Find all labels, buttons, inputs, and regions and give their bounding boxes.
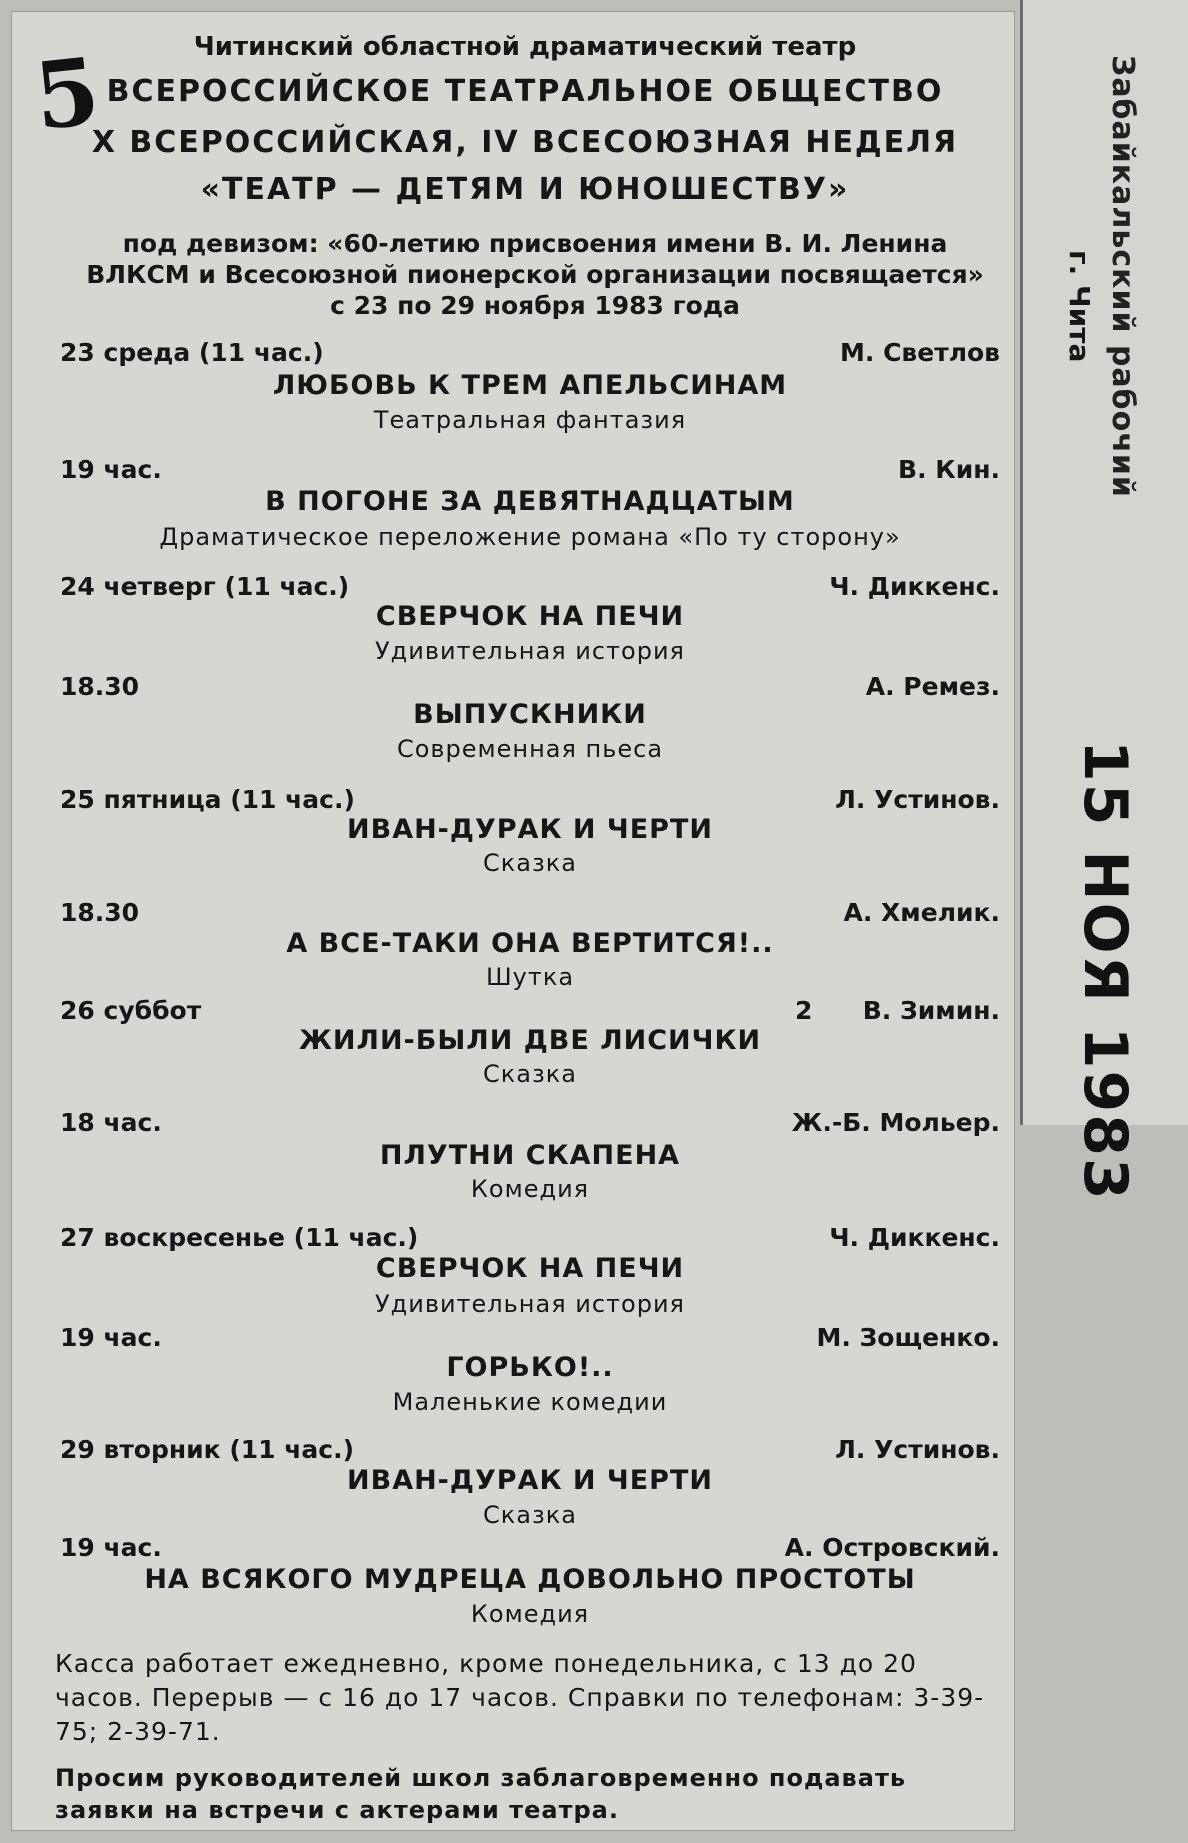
event-day: 19 час. xyxy=(60,1533,162,1562)
event-title: ЛЮБОВЬ К ТРЕМ АПЕЛЬСИНАМ xyxy=(272,370,788,401)
event-row xyxy=(60,1435,1000,1467)
motto-line-3: с 23 по 29 ноября 1983 года xyxy=(330,291,740,320)
event-day: 29 вторник (11 час.) xyxy=(60,1435,355,1464)
society-name: ВСЕРОССИЙСКОЕ ТЕАТРАЛЬНОЕ ОБЩЕСТВО xyxy=(106,74,944,109)
event-author: А. Хмелик. xyxy=(843,898,1000,927)
event-stray-mark: 2 xyxy=(795,996,813,1025)
event-genre: Сказка xyxy=(483,1060,577,1088)
event-author: В. Зимин. xyxy=(862,996,1000,1025)
event-row xyxy=(60,572,1000,604)
motto-line-2: ВЛКСМ и Всесоюзной пионерской организации посвящается» xyxy=(86,260,984,289)
event-author: Л. Устинов. xyxy=(835,785,1000,814)
newspaper-city: г. Чита xyxy=(1063,250,1096,363)
event-title: НА ВСЯКОГО МУДРЕЦА ДОВОЛЬНО ПРОСТОТЫ xyxy=(144,1564,916,1595)
event-title: ПЛУТНИ СКАПЕНА xyxy=(379,1140,681,1171)
event-title: ИВАН-ДУРАК И ЧЕРТИ xyxy=(347,1465,713,1496)
event-author: А. Ремез. xyxy=(865,672,1000,701)
event-title: СВЕРЧОК НА ПЕЧИ xyxy=(375,601,685,632)
event-row xyxy=(60,455,1000,487)
event-row xyxy=(60,1223,1000,1255)
week-name: X ВСЕРОССИЙСКАЯ, IV ВСЕСОЮЗНАЯ НЕДЕЛЯ xyxy=(91,125,959,160)
event-row xyxy=(60,338,1000,370)
event-row xyxy=(60,996,1000,1028)
event-title: ИВАН-ДУРАК И ЧЕРТИ xyxy=(347,814,713,845)
event-title: В ПОГОНЕ ЗА ДЕВЯТНАДЦАТЫМ xyxy=(265,486,795,517)
event-genre: Современная пьеса xyxy=(396,735,664,763)
event-day: 23 среда (11 час.) xyxy=(60,338,324,367)
event-row xyxy=(60,785,1000,817)
motto xyxy=(55,228,1015,321)
event-title: ЖИЛИ-БЫЛИ ДВЕ ЛИСИЧКИ xyxy=(298,1025,762,1056)
event-day: 24 четверг (11 час.) xyxy=(60,572,350,601)
event-genre: Комедия xyxy=(470,1600,590,1628)
event-row xyxy=(60,1108,1000,1140)
event-title: ВЫПУСКНИКИ xyxy=(413,699,647,730)
event-day: 18.30 xyxy=(60,898,140,927)
event-genre: Удивительная история xyxy=(375,1290,685,1318)
event-author: М. Светлов xyxy=(840,338,1000,367)
week-slogan: «ТЕАТР — ДЕТЯМ И ЮНОШЕСТВУ» xyxy=(200,172,850,207)
handwritten-number: 5 xyxy=(29,36,105,152)
event-author: Л. Устинов. xyxy=(835,1435,1000,1464)
event-day: 18.30 xyxy=(60,672,140,701)
event-title: СВЕРЧОК НА ПЕЧИ xyxy=(375,1253,685,1284)
event-title: А ВСЕ-ТАКИ ОНА ВЕРТИТСЯ!.. xyxy=(286,928,774,959)
event-author: Ч. Диккенс. xyxy=(829,1223,1000,1252)
event-title: ГОРЬКО!.. xyxy=(446,1352,614,1383)
event-day: 18 час. xyxy=(60,1108,162,1137)
event-genre: Шутка xyxy=(485,963,575,991)
event-author: Ж.-Б. Мольер. xyxy=(791,1108,1000,1137)
event-genre: Театральная фантазия xyxy=(373,406,687,434)
event-row xyxy=(60,1323,1000,1355)
box-office-info: Касса работает ежедневно, кроме понедельника, с 13 до 20 часов. Перерыв — с 16 до 17 часов. Справки по телефонам: 3-39-75; 2-39-71. xyxy=(55,1649,985,1746)
date-stamp: 15 НОЯ 1983 xyxy=(1070,740,1140,1202)
event-author: А. Островский. xyxy=(784,1533,1000,1562)
theatre-name: Читинский областной драматический театр xyxy=(193,32,857,62)
event-genre: Сказка xyxy=(483,1501,577,1529)
event-day: 26 суббот xyxy=(60,996,202,1025)
event-row xyxy=(60,898,1000,930)
event-genre: Удивительная история xyxy=(375,637,685,665)
motto-line-1: под девизом: «60-летию присвоения имени В. И. Ленина xyxy=(122,229,948,258)
event-day: 19 час. xyxy=(60,455,162,484)
event-genre: Драматическое переложение романа «По ту сторону» xyxy=(159,523,901,551)
event-day: 25 пятница (11 час.) xyxy=(60,785,355,814)
event-author: Ч. Диккенс. xyxy=(829,572,1000,601)
event-genre: Маленькие комедии xyxy=(392,1388,668,1416)
school-request: Просим руководителей школ заблаговременно подавать заявки на встречи с актерами театра. xyxy=(55,1764,907,1824)
event-day: 19 час. xyxy=(60,1323,162,1352)
event-author: М. Зощенко. xyxy=(816,1323,1000,1352)
event-genre: Сказка xyxy=(483,849,577,877)
event-author: В. Кин. xyxy=(898,455,1000,484)
event-genre: Комедия xyxy=(470,1175,590,1203)
newspaper-name: Забайкальский рабочий xyxy=(1105,55,1140,498)
event-day: 27 воскресенье (11 час.) xyxy=(60,1223,419,1252)
event-row xyxy=(60,1533,1000,1565)
